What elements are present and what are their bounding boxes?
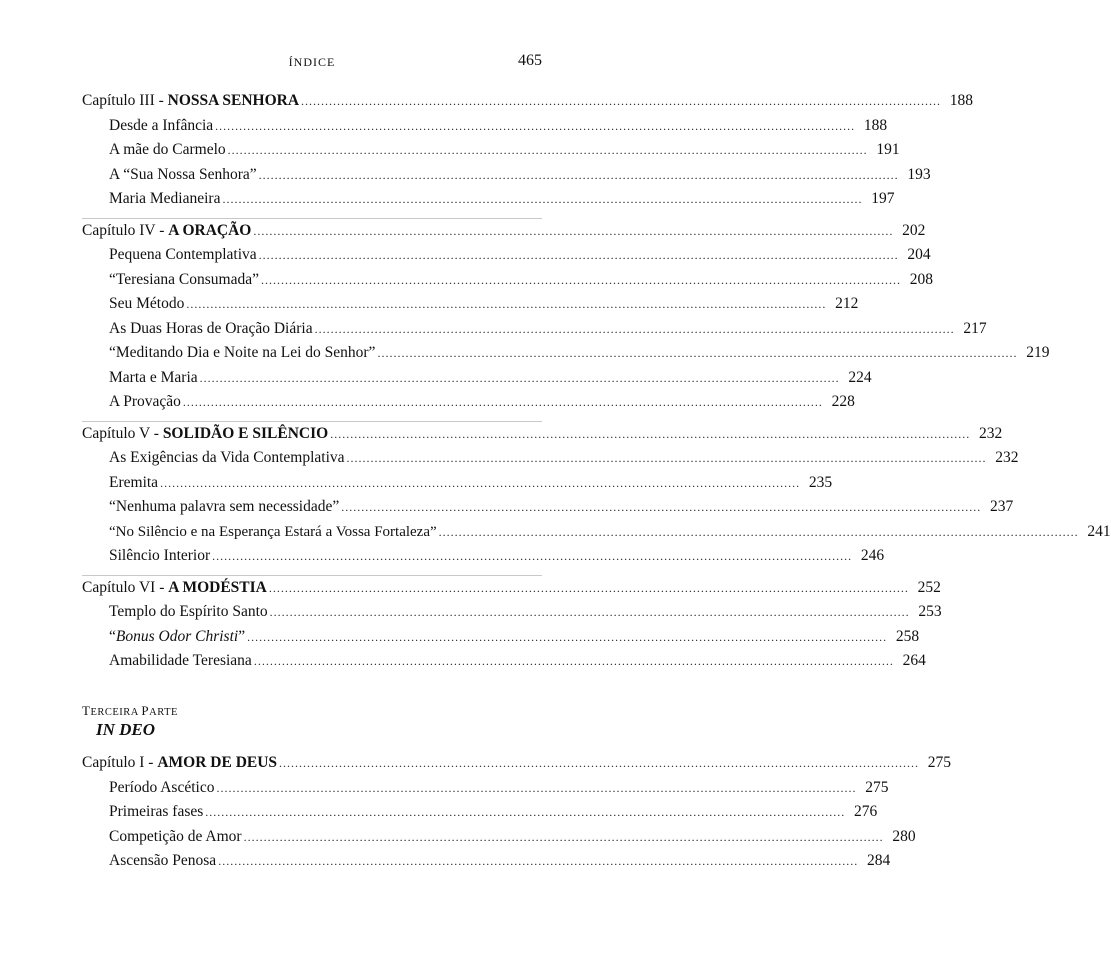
dot-leader [200, 371, 840, 386]
section-title: Desde a Infância [109, 116, 214, 134]
section-entry[interactable] [82, 270, 933, 296]
dot-leader [347, 451, 987, 466]
section-title: Marta e Maria [109, 368, 198, 386]
chapter-name: A ORAÇÃO [168, 221, 252, 239]
section-title: Seu Método [109, 295, 185, 312]
section-title: “Teresiana Consumada” [109, 270, 259, 288]
section-title-italic: Bonus Odor Christi [115, 627, 239, 645]
section-title: “Meditando Dia e Noite na Lei do Senhor” [109, 344, 376, 361]
chapter-name: A MODÉSTIA [168, 578, 267, 596]
section-page: 212 [835, 295, 859, 312]
dot-leader [301, 94, 941, 109]
running-header [82, 52, 542, 72]
dot-leader [244, 830, 884, 845]
section-title: “Nenhuma palavra sem necessidade” [109, 498, 340, 515]
quote-open: “ [109, 627, 116, 645]
section-entry[interactable] [82, 852, 891, 877]
section-entry[interactable] [82, 368, 872, 394]
section-entry[interactable] [82, 295, 859, 320]
section-page: 224 [848, 368, 872, 386]
part-heading [82, 703, 178, 740]
section-title: Pequena Contemplativa [109, 246, 257, 263]
quote-close: ” [238, 627, 246, 645]
dot-leader [330, 427, 970, 442]
section-entry[interactable] [82, 778, 889, 804]
chapter-name: SOLIDÃO E SILÊNCIO [162, 424, 329, 442]
dot-leader [186, 297, 826, 312]
section-entry[interactable] [82, 190, 895, 215]
section-entry[interactable] [82, 344, 1050, 369]
section-title: Silêncio Interior [109, 547, 211, 564]
dot-leader [216, 781, 856, 796]
dot-leader [254, 654, 894, 669]
dot-leader [183, 395, 823, 410]
dot-leader [261, 273, 901, 288]
chapter-page: 252 [917, 578, 941, 596]
section-entry[interactable] [82, 522, 1111, 548]
section-title: Competição de Amor [109, 827, 242, 845]
section-page: 241 [1087, 522, 1111, 540]
chapter-name: AMOR DE DEUS [157, 754, 278, 771]
section-title: Primeiras fases [109, 803, 204, 820]
section-page: 204 [907, 246, 931, 263]
section-page: 197 [871, 190, 895, 207]
section-title: “No Silêncio e na Esperança Estará a Vossa Fortaleza” [109, 523, 437, 540]
chapter-prefix: Capítulo V - [82, 424, 163, 442]
table-of-contents-part [82, 754, 952, 877]
section-entry[interactable] [82, 116, 888, 142]
section-entry[interactable] [82, 393, 855, 418]
chapter-entry[interactable] [82, 92, 974, 117]
chapter-prefix: Capítulo I - [82, 754, 158, 771]
page-number: 465 [518, 52, 542, 69]
section-entry[interactable] [82, 603, 942, 628]
section-page: 275 [865, 778, 889, 796]
part-title: TERCEIRA PARTE [82, 703, 178, 718]
dot-leader [160, 476, 800, 491]
section-page: 246 [860, 547, 885, 564]
dot-leader [259, 168, 899, 183]
dot-leader [279, 756, 919, 771]
section-page: 237 [990, 498, 1014, 515]
dot-leader [205, 805, 845, 820]
section-entry[interactable] [82, 547, 885, 572]
dot-leader [269, 581, 909, 596]
section-page: 264 [902, 652, 926, 669]
chapter-entry[interactable] [82, 754, 952, 779]
section-page: 253 [918, 603, 942, 620]
section-title: Templo do Espírito Santo [109, 603, 268, 620]
dot-leader [253, 224, 893, 239]
section-entry[interactable] [82, 803, 878, 828]
section-page: 217 [963, 319, 987, 337]
section-title: A “Sua Nossa Senhora” [109, 165, 257, 183]
divider [82, 421, 542, 422]
section-title: Ascensão Penosa [109, 852, 217, 869]
dot-leader [341, 500, 981, 515]
section-page: 208 [909, 270, 933, 288]
dot-leader [259, 248, 899, 263]
section-entry[interactable] [82, 627, 920, 653]
section-page: 193 [907, 165, 931, 183]
section-page: 219 [1026, 344, 1050, 361]
section-entry[interactable] [82, 498, 1014, 523]
dot-leader [218, 854, 858, 869]
section-title: As Duas Horas de Oração Diária [109, 319, 313, 337]
header-title: ÍNDICE [288, 55, 336, 69]
section-title: As Exigências da Vida Contemplativa [109, 449, 345, 466]
section-entry[interactable] [82, 246, 931, 271]
section-title: Maria Medianeira [109, 190, 221, 207]
chapter-page: 275 [927, 754, 952, 771]
section-entry[interactable] [82, 319, 987, 345]
chapter-name: NOSSA SENHORA [167, 92, 300, 109]
section-page: 284 [866, 852, 891, 869]
section-entry[interactable] [82, 827, 916, 853]
section-page: 276 [854, 803, 878, 820]
section-entry[interactable] [82, 141, 900, 166]
dot-leader [222, 192, 862, 207]
dot-leader [270, 605, 910, 620]
section-title [109, 628, 245, 646]
section-title: Amabilidade Teresiana [109, 652, 252, 669]
chapter-prefix: Capítulo IV - [82, 221, 169, 239]
chapter-prefix: Capítulo III - [82, 92, 168, 109]
section-entry[interactable] [82, 165, 931, 191]
section-page: 191 [876, 141, 900, 158]
chapter-prefix: Capítulo VI - [82, 578, 169, 596]
chapter-entry[interactable] [82, 424, 1003, 450]
section-entry[interactable] [82, 652, 926, 677]
dot-leader [439, 525, 1079, 540]
section-page: 280 [892, 827, 916, 845]
section-entry[interactable] [82, 449, 1019, 474]
section-title: A Provação [109, 393, 181, 410]
table-of-contents [82, 92, 1111, 677]
chapter-entry[interactable] [82, 578, 941, 604]
chapter-page: 188 [949, 92, 974, 109]
divider [82, 575, 542, 576]
section-page: 232 [995, 449, 1019, 466]
section-page: 228 [831, 393, 855, 410]
section-title: A mãe do Carmelo [109, 141, 226, 158]
chapter-page: 232 [978, 424, 1003, 442]
section-title: Eremita [109, 473, 159, 491]
dot-leader [228, 143, 868, 158]
dot-leader [377, 346, 1017, 361]
section-page: 235 [808, 473, 833, 491]
dot-leader [315, 322, 955, 337]
section-title: Período Ascético [109, 778, 215, 796]
chapter-page: 202 [902, 221, 926, 239]
divider [82, 218, 542, 219]
part-subtitle: IN DEO [96, 720, 156, 739]
dot-leader [215, 119, 855, 134]
dot-leader [212, 549, 852, 564]
section-entry[interactable] [82, 473, 833, 499]
chapter-entry[interactable] [82, 221, 926, 247]
section-page: 188 [863, 116, 888, 134]
dot-leader [247, 630, 887, 645]
section-page: 258 [895, 627, 920, 645]
